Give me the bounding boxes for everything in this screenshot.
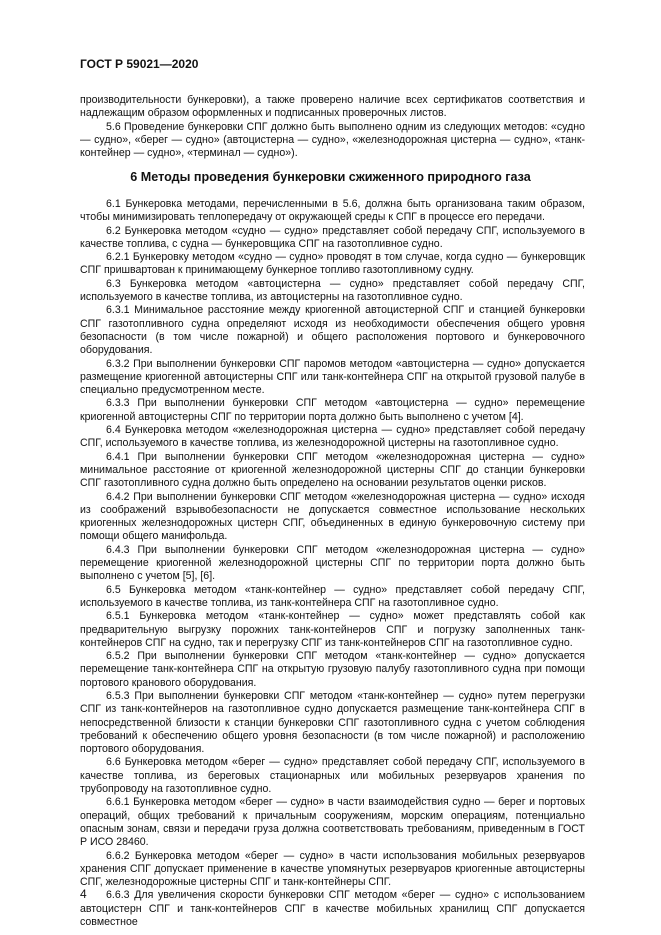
paragraph: 6.1 Бункеровка методами, перечисленными в 5.6, должна быть организована таким образом, чтобы минимизировать теплопередачу от окружающей среды к СПГ в процессе его передачи.: [80, 198, 585, 224]
paragraph: 6.6.2 Бункеровка методом «берег — судно» в части использования мобильных резервуаров хранения СПГ допускает применение в качестве упомянутых резервуаров криогенные автоцистерны СПГ, железнодорожные цистерны СПГ и танк-контейнеры СПГ.: [80, 849, 585, 889]
section-body: [80, 198, 585, 929]
paragraph: 6.6.3 Для увеличения скорости бункеровки СПГ методом «берег — судно» с использованием автоцистерн СПГ и танк-контейнеров СПГ в качестве мобильных хранилищ СПГ допускается совместное: [80, 889, 585, 929]
paragraph: 6.3.1 Минимальное расстояние между криогенной автоцистерной СПГ и станцией бункеровки СПГ газотопливного судна определяют исходя из необходимости обеспечения общего уровня безопасности (в том числе пожарной) и общего расположения портового и бункеровочного оборудования.: [80, 304, 585, 357]
paragraph: производительности бункеровки), а также проверено наличие всех сертификатов соответствия и надлежащим образом оформленных и подписанных проверочных листов.: [80, 94, 585, 120]
paragraph: 6.2 Бункеровка методом «судно — судно» представляет собой передачу СПГ, используемого в качестве топлива, с судна — бункеровщика СПГ на газотопливное судно.: [80, 224, 585, 250]
paragraph: 6.4 Бункеровка методом «железнодорожная цистерна — судно» представляет собой передачу СПГ, используемого в качестве топлива, из железнодорожной цистерны на газотопливное судно.: [80, 424, 585, 450]
paragraph: 6.5.3 При выполнении бункеровки СПГ методом «танк-контейнер — судно» путем перегрузки СПГ из танк-контейнеров на газотопливное судно допускается размещение танк-контейнера СПГ в непосредственной близости к станции бункеровки СПГ газотопливного судна с учетом соблюдения требований к обеспечению общего уровня безопасности (в том числе пожарной) и расположению портового оборудования.: [80, 689, 585, 756]
section-title: 6 Методы проведения бункеровки сжиженного природного газа: [130, 170, 531, 184]
paragraph: 6.5 Бункеровка методом «танк-контейнер — судно» представляет собой передачу СПГ, используемого в качестве топлива, из танк-контейнера СПГ на газотопливное судно.: [80, 583, 585, 609]
intro-block: [80, 94, 585, 160]
paragraph: 6.6.1 Бункеровка методом «берег — судно» в части взаимодействия судно — берег и портовых операций, общих требований к причальным сооружениям, морским операциям, потенциально опасным зонам, связи и передачи груза должна соответствовать требованиям, приведенным в ГОСТ Р ИСО 28460.: [80, 796, 585, 849]
paragraph: 6.5.1 Бункеровка методом «танк-контейнер — судно» может представлять собой как предварительную выгрузку порожних танк-контейнеров СПГ и погрузку заполненных танк-контейнеров СПГ на судно, так и перегрузку СПГ из танк-контейнеров СПГ на газотопливное судно.: [80, 610, 585, 649]
paragraph: 6.2.1 Бункеровку методом «судно — судно» проводят в том случае, когда судно — бункеровщик СПГ пришвартован к принимающему бункерное топливо газотопливному судну.: [80, 251, 585, 277]
paragraph: 6.5.2 При выполнении бункеровки СПГ методом «танк-контейнер — судно» допускается перемещение танк-контейнера СПГ на открытую грузовую палубу газотопливного судна при помощи портового кранового оборудования.: [80, 650, 585, 689]
paragraph: 6.4.1 При выполнении бункеровки СПГ методом «железнодорожная цистерна — судно» минимальное расстояние от криогенной железнодорожной цистерны СПГ до станции бункеровки СПГ газотопливного судна должно быть определено на основании результатов оценки рисков.: [80, 450, 585, 490]
paragraph: 6.3.2 При выполнении бункеровки СПГ паромов методом «автоцистерна — судно» допускается размещение криогенной автоцистерны СПГ или танк-контейнера СПГ на открытой грузовой палубе в специально предусмотренном месте.: [80, 357, 585, 397]
paragraph: 6.3.3 При выполнении бункеровки СПГ методом «автоцистерна — судно» перемещение криогенной автоцистерны СПГ по территории порта должно быть выполнено с учетом [4].: [80, 397, 585, 423]
page-number: 4: [80, 887, 87, 901]
paragraph: 6.4.3 При выполнении бункеровки СПГ методом «железнодорожная цистерна — судно» перемещение криогенной железнодорожной цистерны СПГ по территории порта должно быть выполнено с учетом [5], [6].: [80, 543, 585, 583]
paragraph: 6.4.2 При выполнении бункеровки СПГ методом «железнодорожная цистерна — судно» исходя из соображений взрывобезопасности не допускается совместное использование нескольких криогенных железнодорожных цистерн СПГ, объединенных в единую бункеровочную систему при помощи общего манифольда.: [80, 490, 585, 543]
document-code: ГОСТ Р 59021—2020: [80, 57, 199, 71]
paragraph: 6.3 Бункеровка методом «автоцистерна — судно» представляет собой передачу СПГ, используемого в качестве топлива, из автоцистерны на газотопливное судно.: [80, 277, 585, 304]
paragraph: 5.6 Проведение бункеровки СПГ должно быть выполнено одним из следующих методов: «судно — судно», «берег — судно» (автоцистерна — судно», «железнодорожная цистерна — судно», «танк-контейнер — судно», «терминал — судно»).: [80, 120, 585, 160]
paragraph: 6.6 Бункеровка методом «берег — судно» представляет собой передачу СПГ, используемого в качестве топлива, из береговых стационарных или мобильных резервуаров хранения по трубопроводу на газотопливное судно.: [80, 756, 585, 796]
